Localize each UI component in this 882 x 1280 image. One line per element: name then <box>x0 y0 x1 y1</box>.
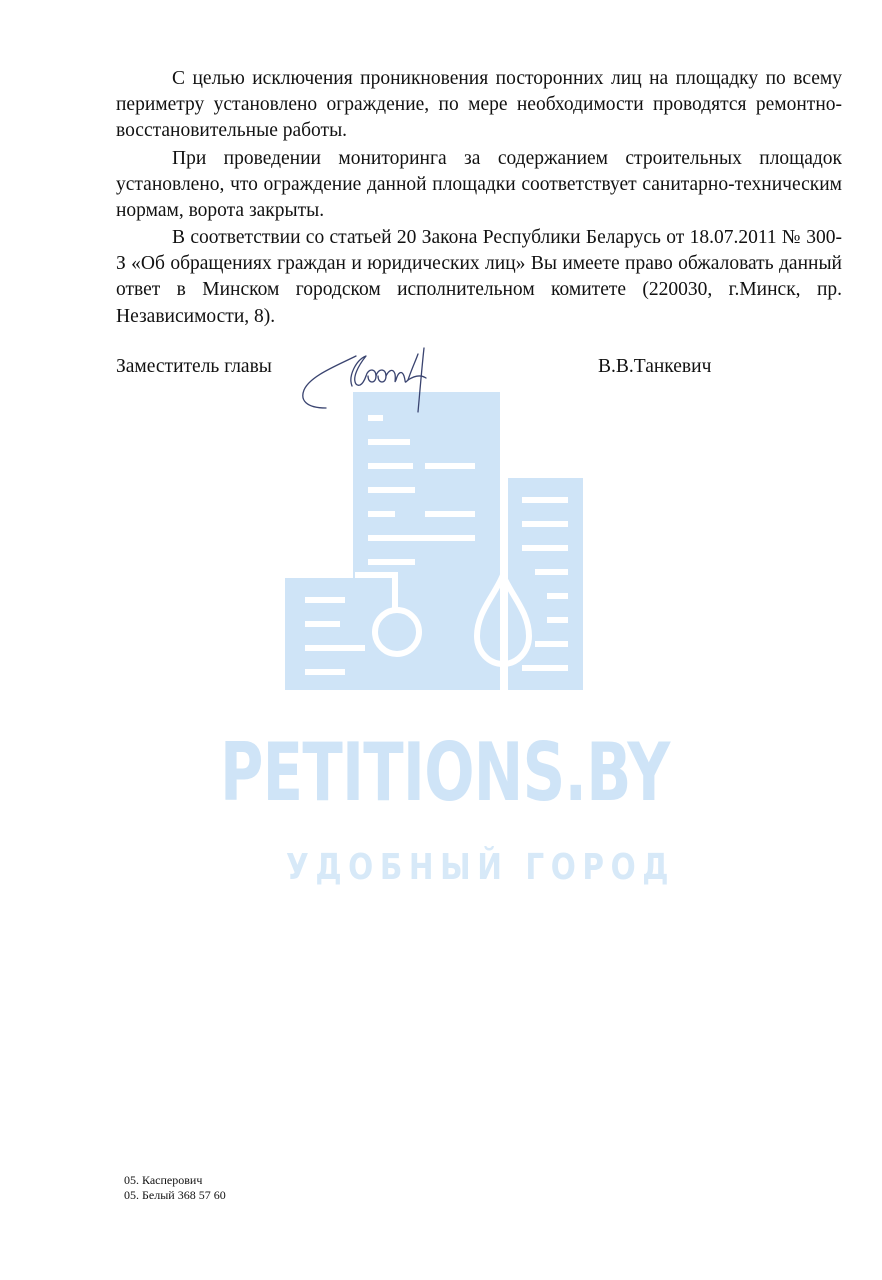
footer-line-2: 05. Белый 368 57 60 <box>124 1188 226 1202</box>
handwritten-signature <box>296 346 446 416</box>
signature-block <box>116 356 842 386</box>
letter-paragraph-1: С целью исключения проникновения посторонних лиц на площадку по всему периметру установлено ограждение, по мере необходимости проводятся ремонтно-восстановительные работы. <box>116 68 842 142</box>
watermark-title: PETITIONS.BY <box>220 726 670 819</box>
signatory-name: В.В.Танкевич <box>598 356 712 377</box>
letter-paragraph-2: При проведении мониторинга за содержанием строительных площадок установлено, что ограждение данной площадки соответствует санитарно-техническим нормам, ворота закрыты. <box>116 148 842 222</box>
petitions-logo-icon <box>285 390 585 692</box>
letter-paragraph-3: В соответствии со статьей 20 Закона Республики Беларусь от 18.07.2011 № 300-З «Об обращениях граждан и юридических лиц» Вы имеете право обжаловать данный ответ в Минском городском исполнительном комитете (220030, г.Минск, пр. Независимости, 8). <box>116 227 842 327</box>
footer-note <box>124 1173 226 1203</box>
footer-line-1: 05. Касперович <box>124 1173 203 1187</box>
signatory-title: Заместитель главы <box>116 356 272 377</box>
watermark-subtitle: УДОБНЫЙ ГОРОД <box>286 847 676 888</box>
